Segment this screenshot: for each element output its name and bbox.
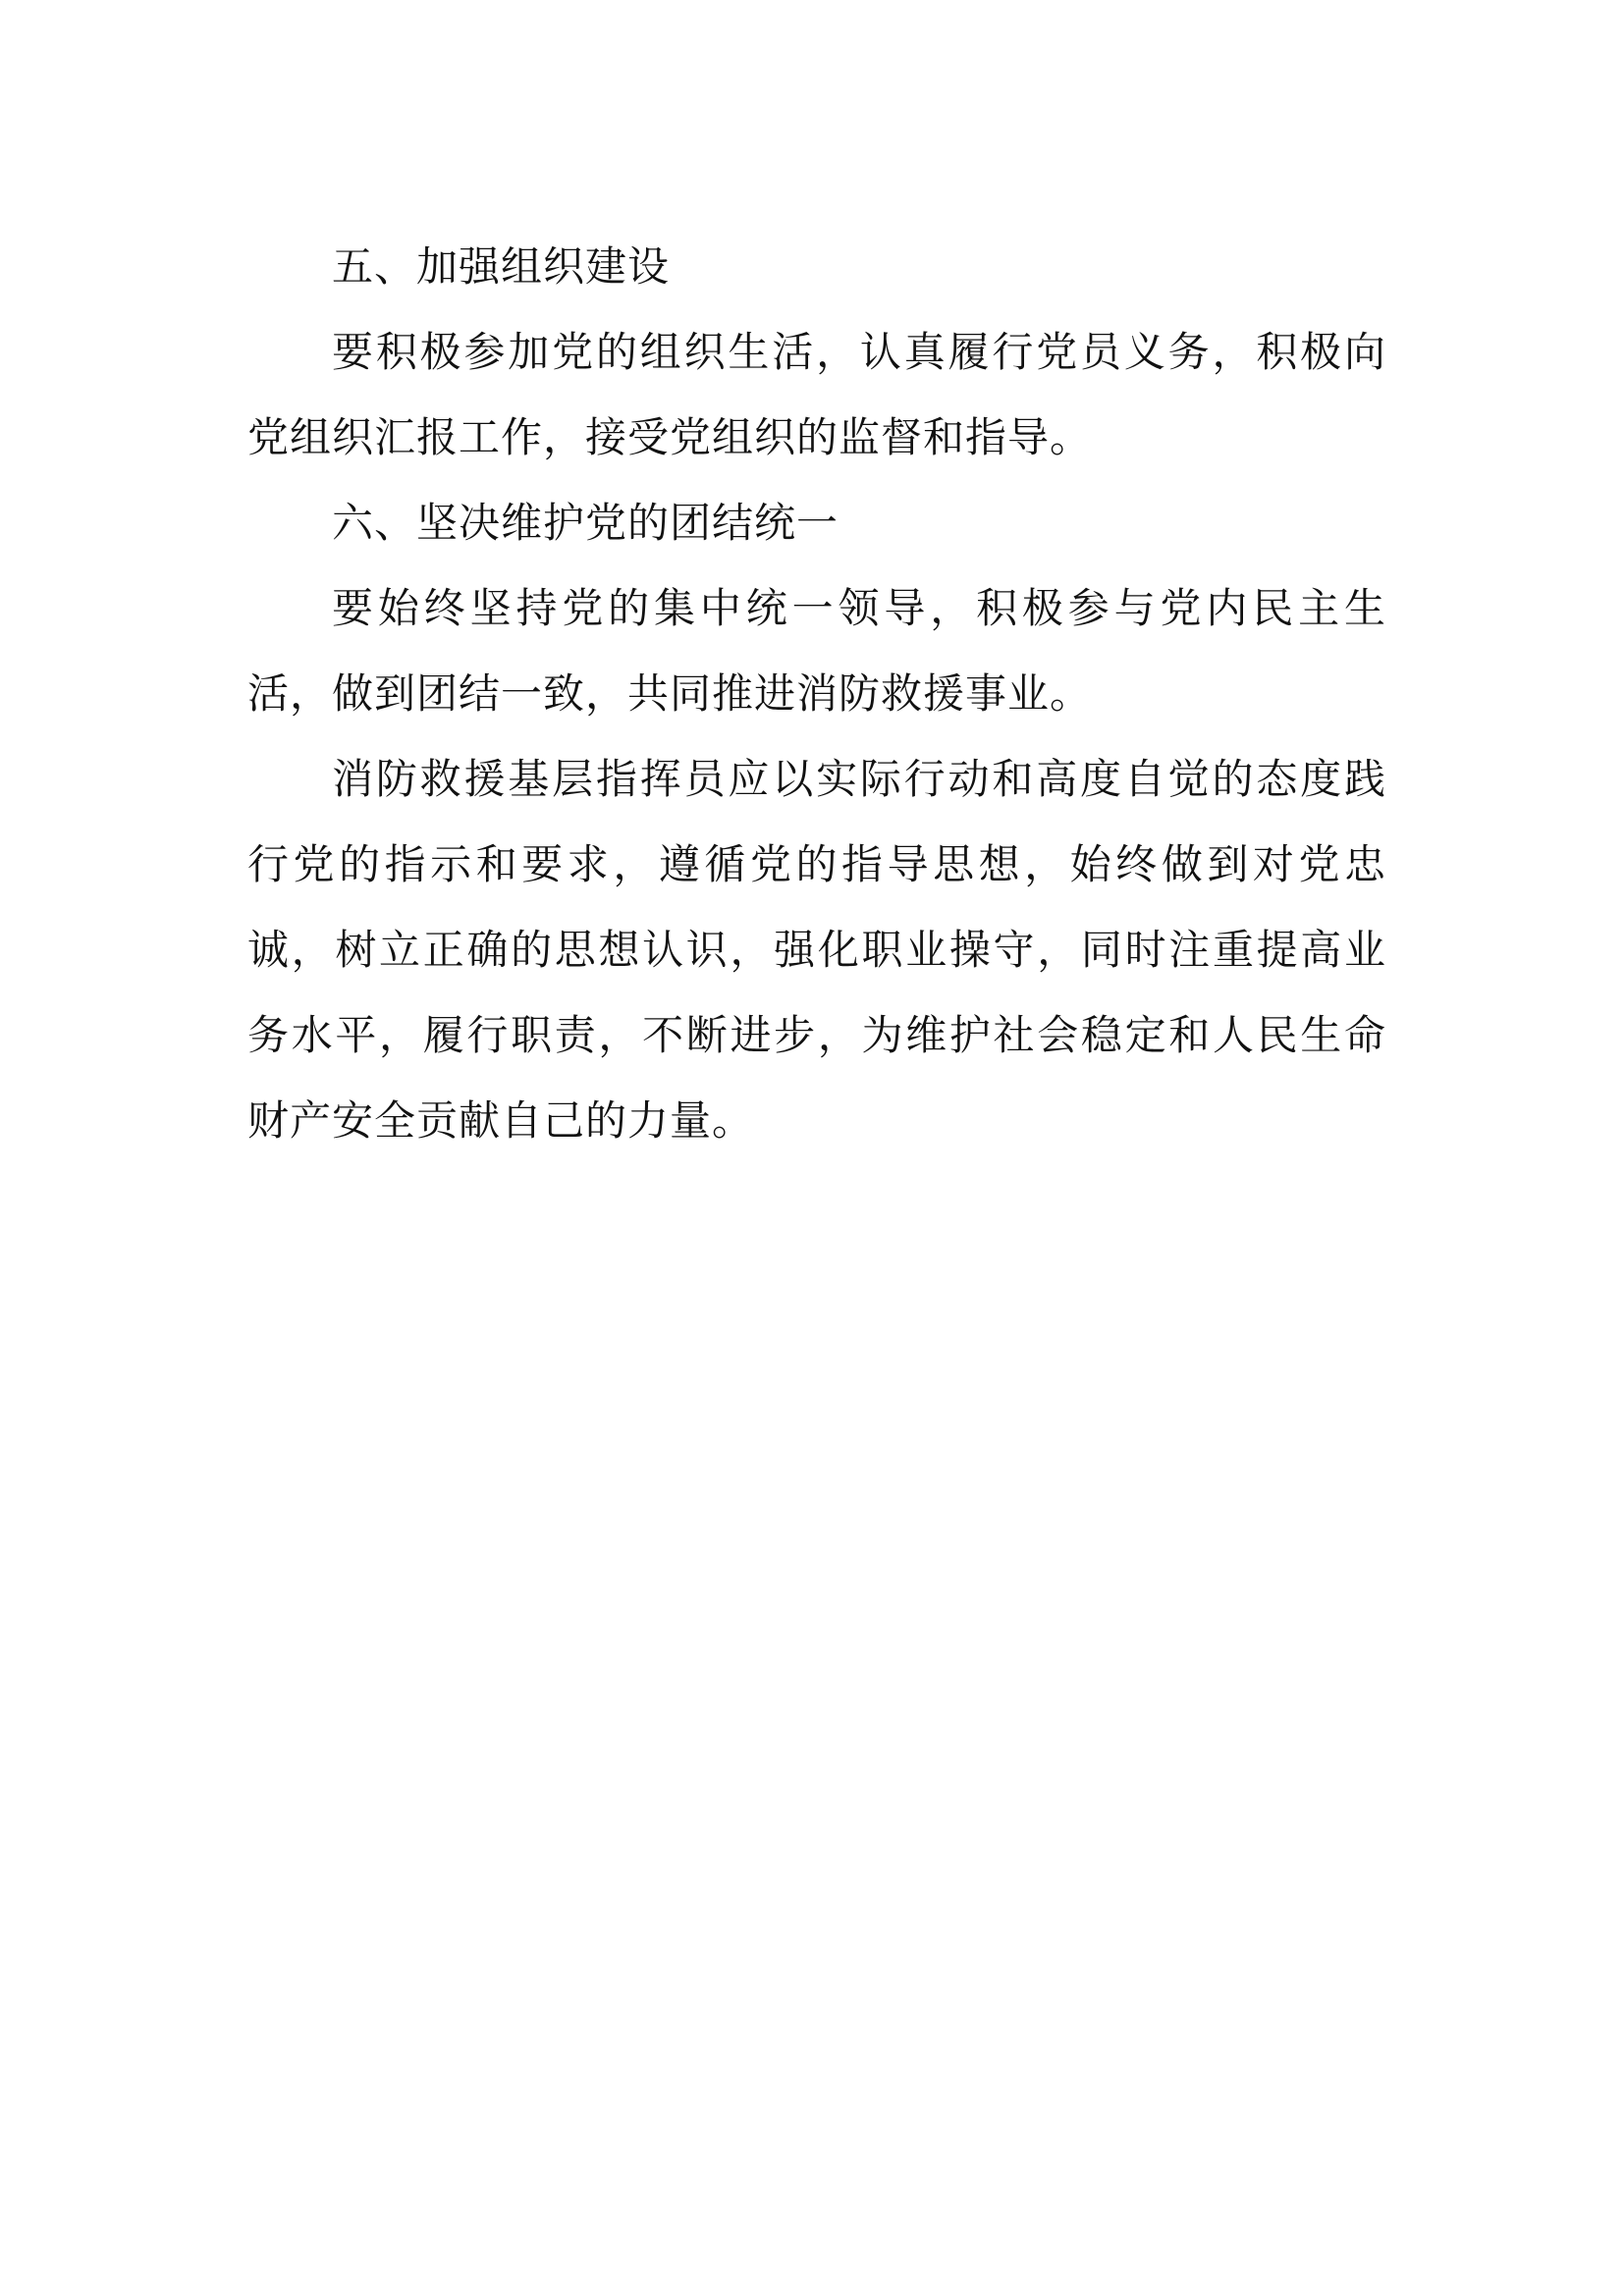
section-paragraph-6: 要始终坚持党的集中统一领导，积极参与党内民主生活，做到团结一致，共同推进消防救援事业。 <box>247 584 1386 718</box>
conclusion-paragraph: 消防救援基层指挥员应以实际行动和高度自觉的态度践行党的指示和要求，遵循党的指导思想，始终做到对党忠诚，树立正确的思想认识，强化职业操守，同时注重提高业务水平，履行职责，不断进步，为维护社会稳定和人民生命财产安全贡献自己的力量。 <box>247 755 1386 1145</box>
section-heading-6: 六、坚决维护党的团结统一 <box>332 499 839 547</box>
section-heading-5: 五、加强组织建设 <box>332 242 671 291</box>
document-body <box>247 224 1386 1163</box>
section-paragraph-5: 要积极参加党的组织生活，认真履行党员义务，积极向党组织汇报工作，接受党组织的监督和指导。 <box>247 328 1386 461</box>
